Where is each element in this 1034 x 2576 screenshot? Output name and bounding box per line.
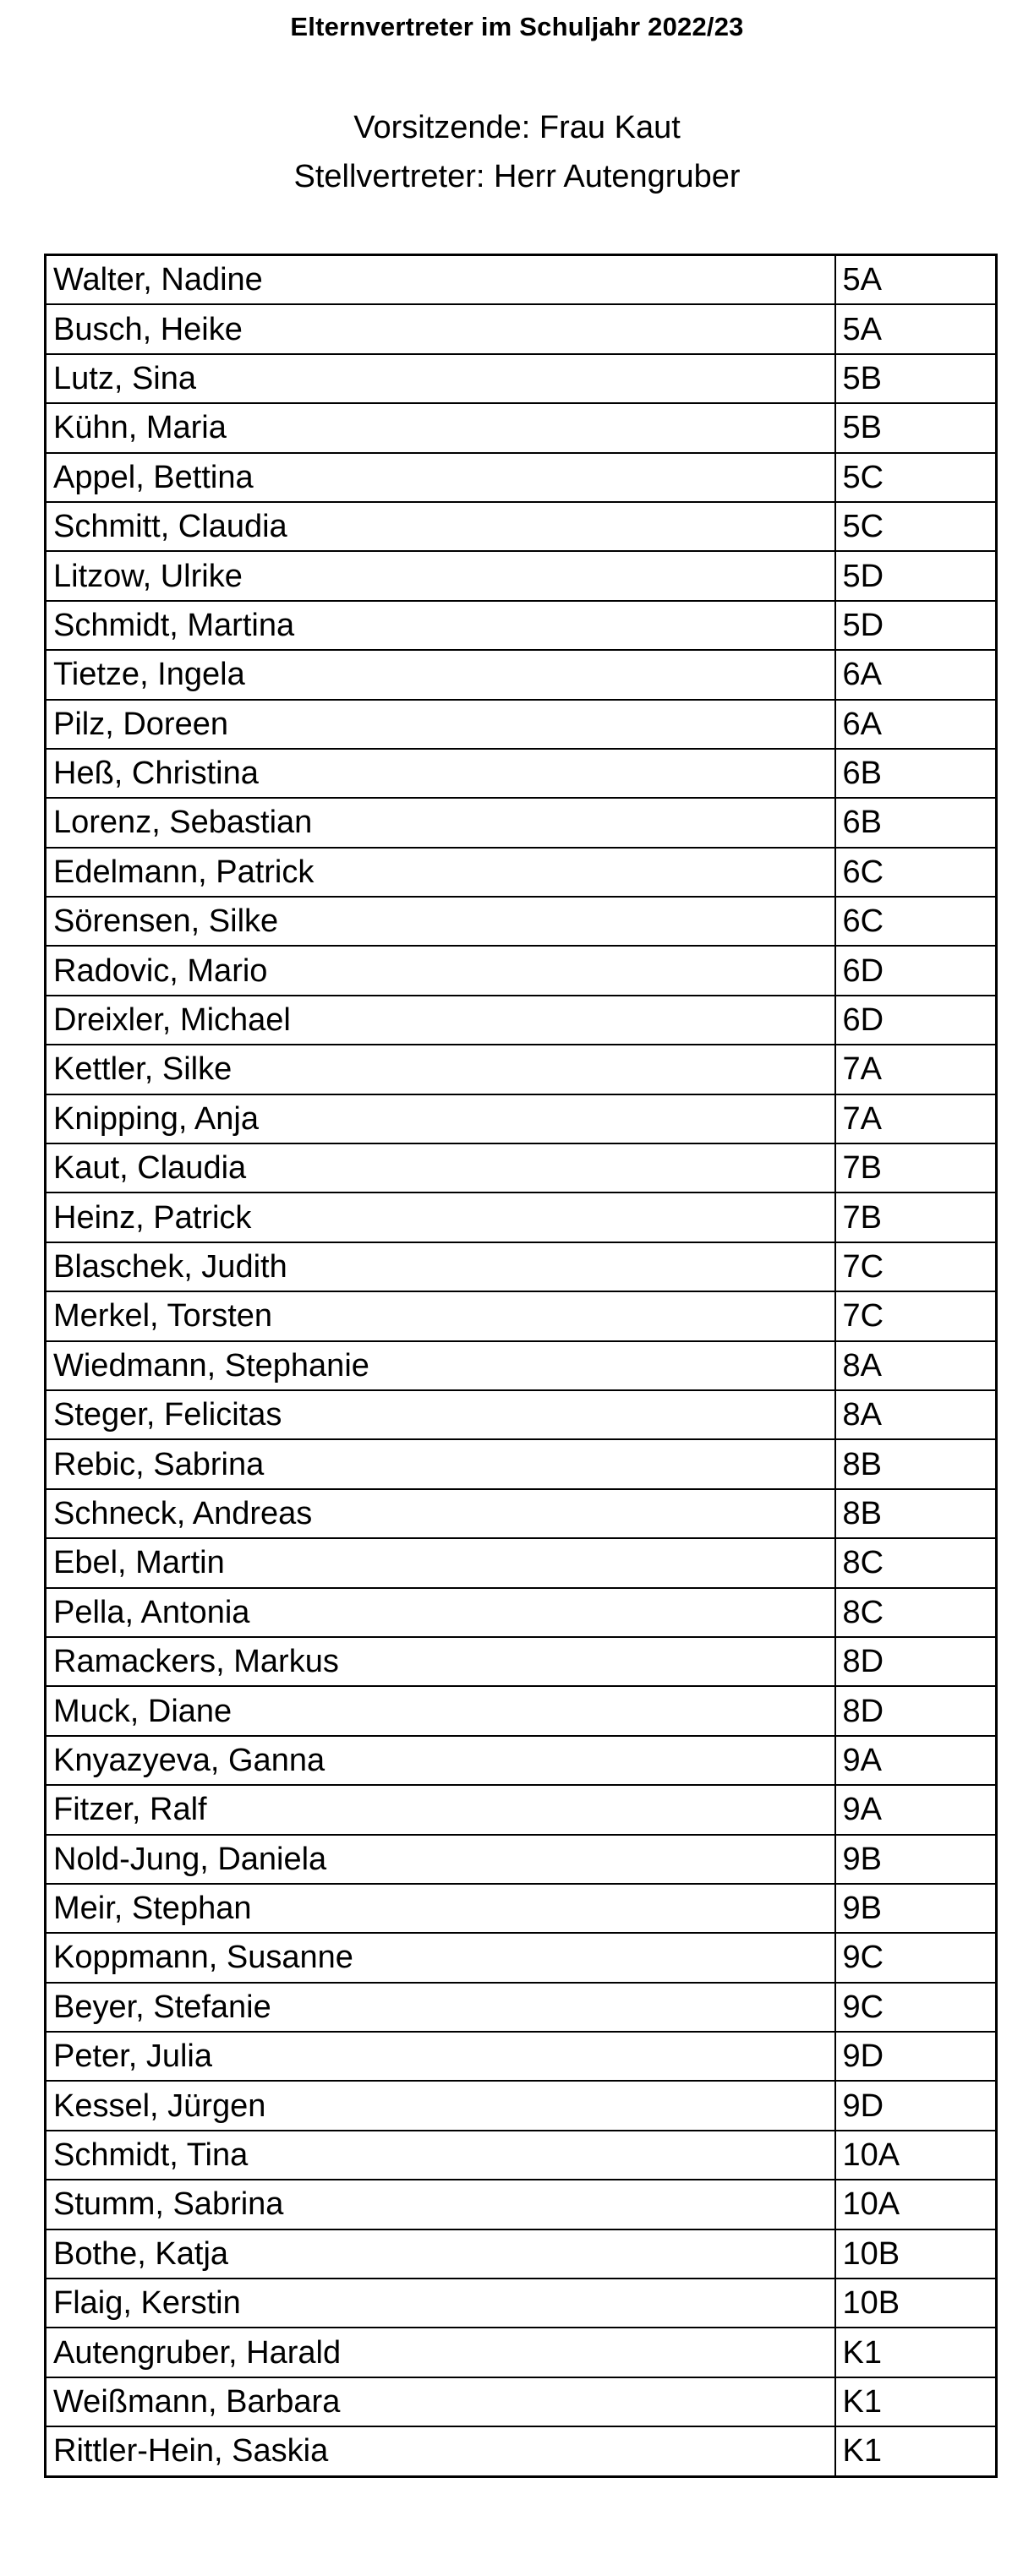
table-row: [46, 897, 997, 946]
class-label: 5B: [835, 354, 997, 403]
representative-name: Rebic, Sabrina: [46, 1439, 835, 1488]
chair-line: Vorsitzende: Frau Kaut: [353, 110, 681, 145]
class-label: 6D: [835, 946, 997, 995]
representative-name: Edelmann, Patrick: [46, 848, 835, 897]
class-label: 5B: [835, 403, 997, 452]
representative-name: Ebel, Martin: [46, 1538, 835, 1587]
class-label: 9D: [835, 2081, 997, 2130]
representative-name: Flaig, Kerstin: [46, 2279, 835, 2328]
representative-name: Nold-Jung, Daniela: [46, 1835, 835, 1884]
table-row: [46, 1686, 997, 1735]
representative-name: Stumm, Sabrina: [46, 2180, 835, 2229]
representative-name: Appel, Bettina: [46, 453, 835, 502]
representative-name: Steger, Felicitas: [46, 1390, 835, 1439]
class-label: 7B: [835, 1192, 997, 1242]
representative-name: Kessel, Jürgen: [46, 2081, 835, 2130]
representative-name: Lorenz, Sebastian: [46, 798, 835, 847]
class-label: K1: [835, 2426, 997, 2476]
representative-name: Bothe, Katja: [46, 2229, 835, 2279]
deputy-line: Stellvertreter: Herr Autengruber: [293, 159, 741, 194]
table-row: [46, 502, 997, 551]
table-row: [46, 798, 997, 847]
representative-name: Heinz, Patrick: [46, 1192, 835, 1242]
table-row: [46, 996, 997, 1045]
class-label: 9C: [835, 1983, 997, 2032]
table-row: [46, 2426, 997, 2476]
representative-name: Tietze, Ingela: [46, 650, 835, 699]
page-title: Elternvertreter im Schuljahr 2022/23: [290, 12, 744, 41]
class-label: 10B: [835, 2229, 997, 2279]
table-row: [46, 2377, 997, 2426]
class-label: 8C: [835, 1538, 997, 1587]
class-label: 6B: [835, 749, 997, 798]
representative-name: Fitzer, Ralf: [46, 1785, 835, 1834]
table-row: [46, 403, 997, 452]
table-row: [46, 1242, 997, 1291]
representative-name: Litzow, Ulrike: [46, 551, 835, 600]
representative-name: Heß, Christina: [46, 749, 835, 798]
class-label: 9B: [835, 1835, 997, 1884]
table-row: [46, 551, 997, 600]
class-label: 5D: [835, 601, 997, 650]
class-label: 7C: [835, 1242, 997, 1291]
representative-name: Radovic, Mario: [46, 946, 835, 995]
representative-name: Lutz, Sina: [46, 354, 835, 403]
representative-name: Rittler-Hein, Saskia: [46, 2426, 835, 2476]
class-label: 6C: [835, 848, 997, 897]
table-row: [46, 2081, 997, 2130]
class-label: 8A: [835, 1341, 997, 1390]
table-row: [46, 1489, 997, 1538]
class-label: 8D: [835, 1637, 997, 1686]
representative-name: Dreixler, Michael: [46, 996, 835, 1045]
table-row: [46, 1192, 997, 1242]
table-row: [46, 1291, 997, 1340]
representative-name: Pilz, Doreen: [46, 700, 835, 749]
representative-name: Muck, Diane: [46, 1686, 835, 1735]
representatives-table-body: [46, 255, 997, 2477]
table-row: [46, 1785, 997, 1834]
class-label: 8B: [835, 1439, 997, 1488]
representative-name: Koppmann, Susanne: [46, 1933, 835, 1982]
representative-name: Knipping, Anja: [46, 1094, 835, 1143]
table-row: [46, 700, 997, 749]
table-row: [46, 453, 997, 502]
class-label: K1: [835, 2377, 997, 2426]
class-label: 5C: [835, 453, 997, 502]
table-row: [46, 1439, 997, 1488]
representative-name: Kühn, Maria: [46, 403, 835, 452]
representative-name: Schneck, Andreas: [46, 1489, 835, 1538]
table-row: [46, 749, 997, 798]
representative-name: Beyer, Stefanie: [46, 1983, 835, 2032]
class-label: 8A: [835, 1390, 997, 1439]
class-label: 5A: [835, 255, 997, 305]
table-row: [46, 2180, 997, 2229]
class-label: 9A: [835, 1736, 997, 1785]
class-label: 9B: [835, 1884, 997, 1933]
table-row: [46, 650, 997, 699]
representative-name: Weißmann, Barbara: [46, 2377, 835, 2426]
table-row: [46, 1390, 997, 1439]
representative-name: Schmidt, Tina: [46, 2131, 835, 2180]
class-label: 6A: [835, 650, 997, 699]
representative-name: Walter, Nadine: [46, 255, 835, 305]
table-row: [46, 1588, 997, 1637]
representative-name: Blaschek, Judith: [46, 1242, 835, 1291]
class-label: 8B: [835, 1489, 997, 1538]
representative-name: Pella, Antonia: [46, 1588, 835, 1637]
table-row: [46, 2032, 997, 2081]
table-row: [46, 2328, 997, 2377]
table-row: [46, 2279, 997, 2328]
representative-name: Busch, Heike: [46, 304, 835, 353]
representative-name: Sörensen, Silke: [46, 897, 835, 946]
class-label: 7B: [835, 1143, 997, 1192]
representative-name: Schmitt, Claudia: [46, 502, 835, 551]
representative-name: Wiedmann, Stephanie: [46, 1341, 835, 1390]
class-label: 6A: [835, 700, 997, 749]
table-row: [46, 1538, 997, 1587]
table-row: [46, 2229, 997, 2279]
table-row: [46, 1835, 997, 1884]
class-label: 8D: [835, 1686, 997, 1735]
table-row: [46, 1637, 997, 1686]
class-label: 7C: [835, 1291, 997, 1340]
class-label: 10A: [835, 2131, 997, 2180]
table-row: [46, 1143, 997, 1192]
class-label: 6C: [835, 897, 997, 946]
representative-name: Merkel, Torsten: [46, 1291, 835, 1340]
class-label: 7A: [835, 1094, 997, 1143]
table-row: [46, 1983, 997, 2032]
table-row: [46, 1884, 997, 1933]
representative-name: Kettler, Silke: [46, 1045, 835, 1094]
table-row: [46, 2131, 997, 2180]
representative-name: Peter, Julia: [46, 2032, 835, 2081]
table-row: [46, 255, 997, 305]
representatives-table: [44, 254, 998, 2478]
class-label: 5C: [835, 502, 997, 551]
representative-name: Schmidt, Martina: [46, 601, 835, 650]
class-label: 9A: [835, 1785, 997, 1834]
class-label: 6D: [835, 996, 997, 1045]
representative-name: Ramackers, Markus: [46, 1637, 835, 1686]
class-label: 8C: [835, 1588, 997, 1637]
class-label: 10A: [835, 2180, 997, 2229]
representative-name: Kaut, Claudia: [46, 1143, 835, 1192]
class-label: 5A: [835, 304, 997, 353]
table-row: [46, 1045, 997, 1094]
table-row: [46, 354, 997, 403]
table-row: [46, 601, 997, 650]
representative-name: Autengruber, Harald: [46, 2328, 835, 2377]
class-label: 7A: [835, 1045, 997, 1094]
representative-name: Meir, Stephan: [46, 1884, 835, 1933]
class-label: 9D: [835, 2032, 997, 2081]
class-label: 5D: [835, 551, 997, 600]
table-row: [46, 848, 997, 897]
representative-name: Knyazyeva, Ganna: [46, 1736, 835, 1785]
class-label: 6B: [835, 798, 997, 847]
table-row: [46, 1094, 997, 1143]
class-label: K1: [835, 2328, 997, 2377]
table-row: [46, 1933, 997, 1982]
table-row: [46, 1736, 997, 1785]
class-label: 9C: [835, 1933, 997, 1982]
table-row: [46, 1341, 997, 1390]
table-row: [46, 304, 997, 353]
class-label: 10B: [835, 2279, 997, 2328]
table-row: [46, 946, 997, 995]
